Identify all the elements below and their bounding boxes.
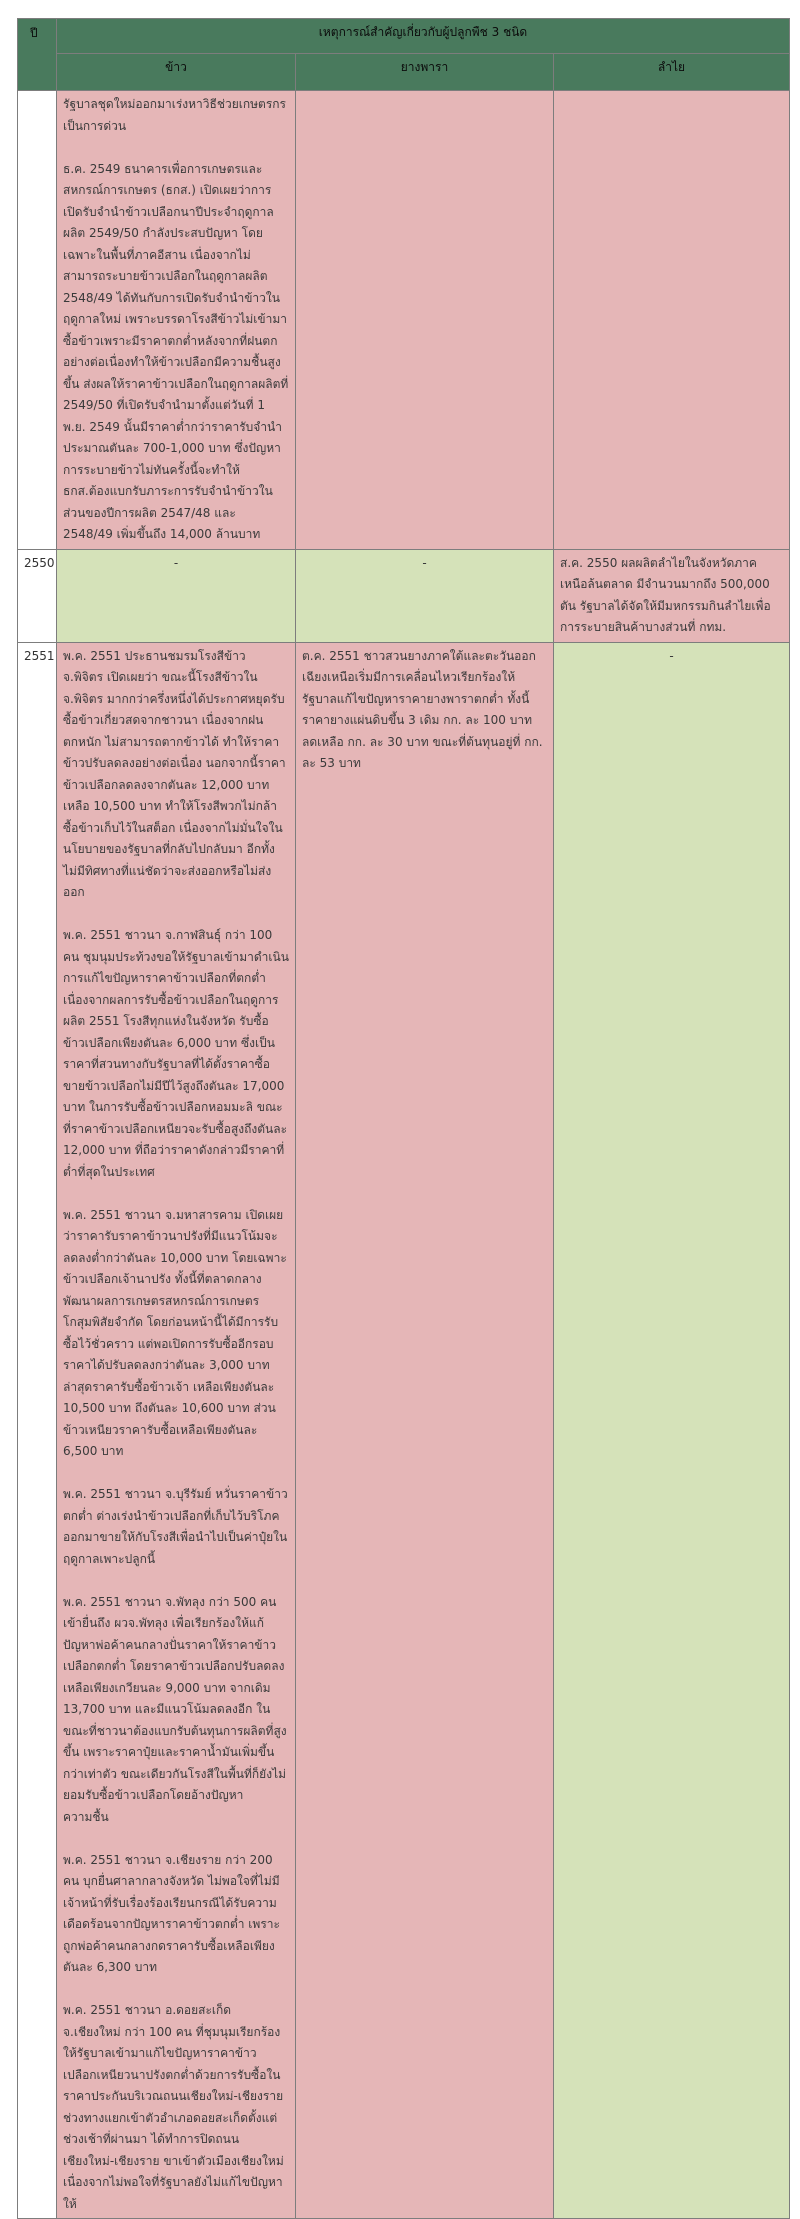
table-row xyxy=(18,549,790,642)
event-paragraph: พ.ค. 2551 ชาวนา จ.มหาสารคาม เปิดเผยว่าราคารับราคาข้าวนาปรังที่มีแนวโน้มจะลดลงต่ำกว่าตันละ 10,000 บาท โดยเฉพาะข้าวเปลือกเจ้านาปรัง ทั้งนี้ที่ตลาดกลางพัฒนาผลการเกษตรสหกรณ์การเกษตรโกสุมพิสัยจำกัด โดยก่อนหน้านี้ได้มีการรับซื้อไว้ชั่วคราว แต่พอเปิดการรับซื้ออีกรอบ ราคาได้ปรับลดลงกว่าตันละ 3,000 บาท ล่าสุดราคารับซื้อข้าวเจ้า เหลือเพียงตันละ 10,500 บาท ถึงตันละ 10,600 บาท ส่วนข้าวเหนียวราคารับซื้อเหลือเพียงตันละ 6,500 บาท xyxy=(63,1207,287,1458)
event-paragraph: พ.ค. 2551 ประธานชมรมโรงสีข้าว จ.พิจิตร เปิดเผยว่า ขณะนี้โรงสีข้าวใน จ.พิจิตร มากกว่าครึ่งหนึ่งได้ประกาศหยุดรับซื้อข้าวเกี่ยวสดจากชาวนา เนื่องจากฝนตกหนัก ไม่สามารถตากข้าวได้ ทำให้ราคาข้าวปรับลดลงอย่างต่อเนื่อง นอกจากนี้ราคาข้าวเปลือกลดลงจากตันละ 12,000 บาท เหลือ 10,500 บาท ทำให้โรงสีพวกไม่กล้าซื้อข้าวเก็บไว้ในสต็อก เนื่องจากไม่มั่นใจในนโยบายของรัฐบาลที่กลับไปกลับมา อีกทั้งไม่มีทิศทางที่แน่ชัดว่าจะส่งออกหรือไม่ส่งออก xyxy=(63,648,286,899)
event-paragraph: พ.ค. 2551 ชาวนา จ.เชียงราย กว่า 200 คน บุกยื่นศาลากลางจังหวัด ไม่พอใจที่ไม่มีเจ้าหน้าที่รับเรื่องร้องเรียนกรณีได้รับความเดือดร้อนจากปัญหาราคาข้าวตกต่ำ เพราะถูกพ่อค้าคนกลางกดราคารับซื้อเหลือเพียงตันละ 6,300 บาท xyxy=(63,1852,280,1974)
event-paragraph: พ.ค. 2551 ชาวนา จ.กาฬสินธุ์ กว่า 100 คน ชุมนุมประท้วงขอให้รัฐบาลเข้ามาดำเนินการแก้ไขปัญหาราคาข้าวเปลือกที่ตกต่ำ เนื่องจากผลการรับซื้อข้าวเปลือกในฤดูการผลิต 2551 โรงสีทุกแห่งในจังหวัด รับซื้อข้าวเปลือกเพียงตันละ 6,000 บาท ซึ่งเป็นราคาที่สวนทางกับรัฐบาลที่ได้ตั้งราคาซื้อขายข้าวเปลือกไม่มีปีไว้สูงถึงตันละ 17,000 บาท ในการรับซื้อข้าวเปลือกหอมมะลิ ขณะที่ราคาข้าวเปลือกเหนียวจะรับซื้อสูงถึงตันละ 12,000 บาท ที่ถือว่าราคาดังกล่าวมีราคาที่ต่ำที่สุดในประเทศ xyxy=(63,928,289,1179)
event-paragraph: ธ.ค. 2549 ธนาคารเพื่อการเกษตรและสหกรณ์การเกษตร (ธกส.) เปิดเผยว่าการเปิดรับจำนำข้าวเปลือกนาปีประจำฤดูกาลผลิต 2549/50 กำลังประสบปัญหา โดยเฉพาะในพื้นที่ภาคอีสาน เนื่องจากไม่สามารถระบายข้าวเปลือกในฤดูกาลผลิต 2548/49 ได้ทันกับการเปิดรับจำนำข้าวในฤดูกาลใหม่ เพราะบรรดาโรงสีข้าวไม่เข้ามาซื้อข้าวเพราะมีราคาตกต่ำหลังจากที่ฝนตกอย่างต่อเนื่องทำให้ข้าวเปลือกมีความชื้นสูงขึ้น ส่งผลให้ราคาข้าวเปลือกในฤดูกาลผลิตที่ 2549/50 ที่เปิดรับจำนำมาตั้งแต่วันที่ 1 พ.ย. 2549 นั้นมีราคาต่ำกว่าราคารับจำนำประมาณตันละ 700-1,000 บาท ซึ่งปัญหาการระบายข้าวไม่ทันครั้งนี้จะทำให้ ธกส.ต้องแบกรับภาระการรับจำนำข้าวในส่วนของปีการผลิต 2547/48 และ 2548/49 เพิ่มขึ้นถึง 14,000 ล้านบาท xyxy=(63,161,289,541)
event-paragraph: รัฐบาลชุดใหม่ออกมาเร่งหาวิธีช่วยเกษตรกรเป็นการด่วน xyxy=(63,97,286,133)
table-row xyxy=(18,91,790,550)
table-row xyxy=(18,642,790,2219)
longan-cell: ส.ค. 2550 ผลผลิตลำไยในจังหวัดภาคเหนือล้นตลาด มีจำนวนมากถึง 500,000 ตัน รัฐบาลได้จัดให้มีมหกรรมกินลำไยเพื่อการระบายสินค้าบางส่วนที่ กทม. xyxy=(554,549,790,642)
rubber-column-header: ยางพารา xyxy=(296,54,554,91)
rice-column-header: ข้าว xyxy=(57,54,296,91)
year-column-header: ปี xyxy=(18,19,57,91)
longan-cell: - xyxy=(554,642,790,2219)
events-table xyxy=(17,18,790,2219)
rubber-cell: ต.ค. 2551 ชาวสวนยางภาคใต้และตะวันออกเฉียงเหนือเริ่มมีการเคลื่อนไหวเรียกร้องให้รัฐบาลแก้ไขปัญหาราคายางพาราตกต่ำ ทั้งนี้ราคายางแผ่นดิบขึ้น 3 เดิม กก. ละ 100 บาท ลดเหลือ กก. ละ 30 บาท ขณะที่ต้นทุนอยู่ที่ กก. ละ 53 บาท xyxy=(296,642,554,2219)
event-paragraph: พ.ค. 2551 ชาวนา จ.พัทลุง กว่า 500 คนเข้ายื่นถึง ผวจ.พัทลุง เพื่อเรียกร้องให้แก้ปัญหาพ่อค้าคนกลางปั่นราคาให้ราคาข้าวเปลือกตกต่ำ โดยราคาข้าวเปลือกปรับลดลงเหลือเพียงเกวียนละ 9,000 บาท จากเดิม 13,700 บาท และมีแนวโน้มลดลงอีก ในขณะที่ชาวนาต้องแบกรับต้นทุนการผลิตที่สูงขึ้น เพราะราคาปุ๋ยและราคาน้ำมันเพิ่มขึ้นกว่าเท่าตัว ขณะเดียวกันโรงสีในพื้นที่ก็ยังไม่ยอมรับซื้อข้าวเปลือกโดยอ้างปัญหาความชื้น xyxy=(63,1594,287,1824)
event-paragraph: พ.ค. 2551 ชาวนา จ.บุรีรัมย์ หวั่นราคาข้าวตกต่ำ ต่างเร่งนำข้าวเปลือกที่เก็บไว้บริโภคออกมาขายให้กับโรงสีเพื่อนำไปเป็นค่าปุ๋ยในฤดูกาลเพาะปลูกนี้ xyxy=(63,1487,288,1566)
rice-cell xyxy=(57,642,296,2219)
rubber-cell: - xyxy=(296,549,554,642)
rice-cell xyxy=(57,91,296,550)
table-title: เหตุการณ์สำคัญเกี่ยวกับผู้ปลูกพืช 3 ชนิด xyxy=(57,19,790,54)
longan-cell xyxy=(554,91,790,550)
year-cell: 2550 xyxy=(18,549,57,642)
rice-cell: - xyxy=(57,549,296,642)
year-cell: 2551 xyxy=(18,642,57,2219)
longan-column-header: ลำไย xyxy=(554,54,790,91)
rubber-cell xyxy=(296,91,554,550)
event-paragraph: พ.ค. 2551 ชาวนา อ.ดอยสะเก็ด จ.เชียงใหม่ กว่า 100 คน ที่ชุมนุมเรียกร้องให้รัฐบาลเข้ามาแก้ไขปัญหาราคาข้าวเปลือกเหนียวนาปรังตกต่ำด้วยการรับซื้อในราคาประกันบริเวณถนนเชียงใหม่-เชียงราย ช่วงทางแยกเข้าตัวอำเภอดอยสะเก็ดตั้งแต่ช่วงเช้าที่ผ่านมา ได้ทำการปิดถนนเชียงใหม่-เชียงราย ขาเข้าตัวเมืองเชียงใหม่ เนื่องจากไม่พอใจที่รัฐบาลยังไม่แก้ไขปัญหาให้ xyxy=(63,2003,284,2211)
year-cell xyxy=(18,91,57,550)
